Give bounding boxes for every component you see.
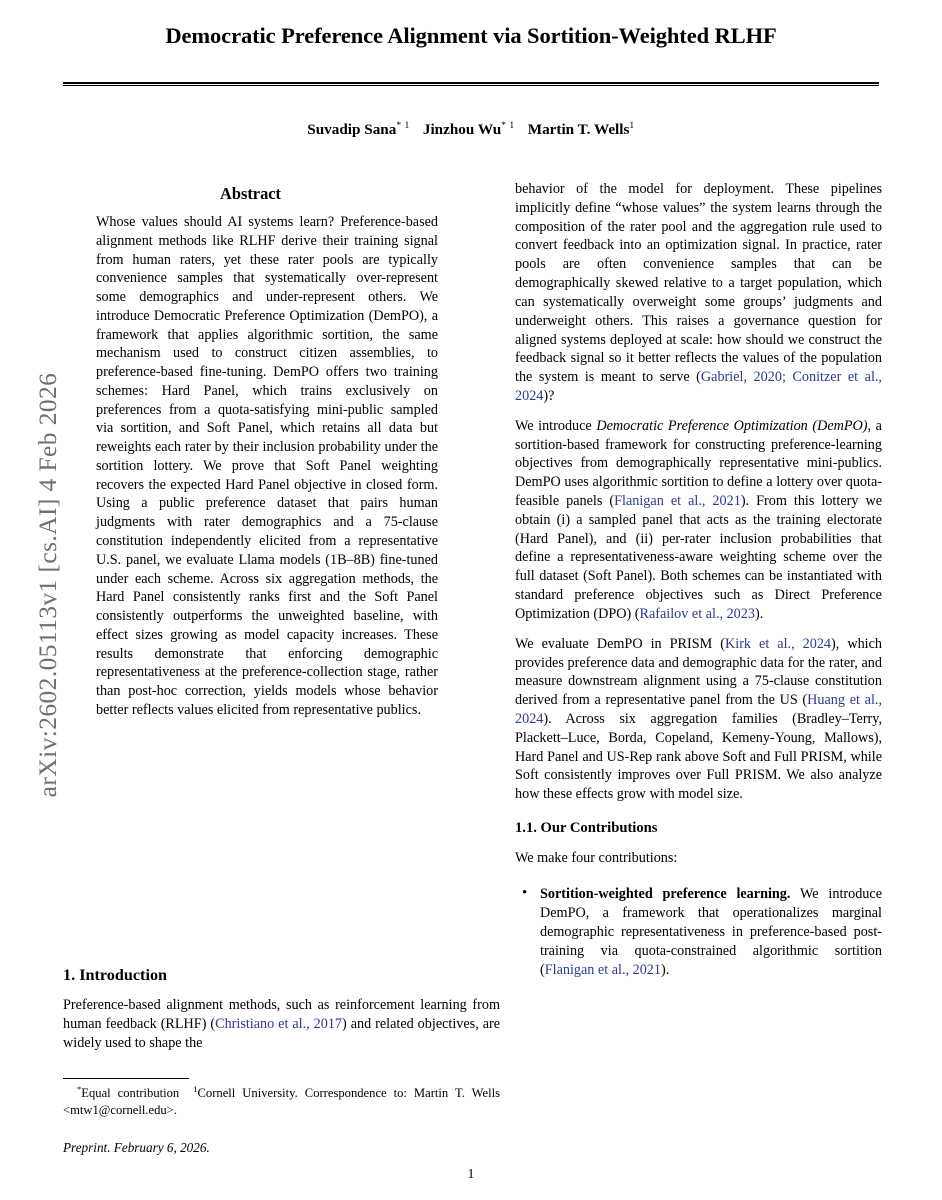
contribution-lead: Sortition-weighted preference learning. — [540, 886, 791, 903]
introduction-paragraph — [63, 996, 500, 1052]
footnote-equal: Equal contribution — [81, 1086, 180, 1101]
citation-huang[interactable]: Huang et al., 2024 — [515, 692, 882, 727]
author-marks: * 1 — [396, 120, 410, 131]
contributions-list — [515, 885, 882, 979]
rp3-a: We evaluate DemPO in PRISM ( — [515, 635, 725, 652]
subsection-heading-contributions: 1.1. Our Contributions — [515, 820, 658, 836]
rp2-italic-term: Democratic Preference Optimization (DemPO) — [596, 417, 868, 434]
right-column — [515, 180, 882, 989]
author-name: Suvadip Sana — [307, 121, 397, 139]
arxiv-stamp: arXiv:2602.05113v1 [cs.AI] 4 Feb 2026 — [33, 372, 62, 798]
rp1-end: )? — [543, 387, 555, 404]
citation-rafailov[interactable]: Rafailov et al., 2023 — [639, 605, 755, 622]
citation-gabriel[interactable]: Gabriel, 2020 — [700, 369, 782, 386]
citation-kirk[interactable]: Kirk et al., 2024 — [725, 635, 832, 652]
citation-conitzer[interactable]: Conitzer et al., 2024 — [515, 369, 882, 404]
author-entry — [528, 121, 635, 138]
contributions-intro: We make four contributions: — [515, 849, 678, 866]
preprint-line: Preprint. February 6, 2026. — [63, 1140, 210, 1155]
introduction-block — [63, 966, 500, 1053]
author-entry — [307, 121, 410, 138]
author-list — [63, 120, 879, 139]
abstract-heading: Abstract — [220, 184, 281, 203]
intro-text-b: ) and related objectives, are widely used to shape the — [63, 1016, 501, 1052]
citation-christiano[interactable]: Christiano et al., 2017 — [215, 1016, 343, 1033]
author-name: Jinzhou Wu — [422, 121, 502, 139]
citation-flanigan-2[interactable]: Flanigan et al., 2021 — [544, 961, 661, 978]
rp2-c: ). From this lottery we obtain (i) a sampled panel that acts as the training electorate (Hard Panel), and (ii) per-rater inclusion probabilities that define a representativeness-aware weighting scheme over the full dataset (Soft Panel). Both schemes can be instantiated with standard preference objectives such as Direct Preference Optimization (DPO) ( — [515, 493, 882, 622]
page-number: 1 — [467, 1166, 475, 1181]
footnote-affil: Cornell University. Correspondence to: Martin T. Wells <mtw1@cornell.edu>. — [63, 1086, 500, 1117]
page-title: Democratic Preference Alignment via Sortition-Weighted RLHF — [165, 23, 777, 48]
rp2-a: We introduce — [515, 417, 597, 434]
author-name: Martin T. Wells — [527, 121, 630, 139]
footnote-rule — [63, 1078, 189, 1079]
abstract-text: Whose values should AI systems learn? Preference-based alignment methods like RLHF derive their training signal from human raters, yet these rater pools are typically convenience samples that systematically over-represent some demographics and under-represent others. We introduce Democratic Preference Optimization (DemPO), a framework that applies algorithmic sortition, the same mechanism used to construct citizen assemblies, to preference-based fine-tuning. DemPO offers two training schemes: Hard Panel, which trains exclusively on preferences from a quota-satisfying mini-public sampled via sortition, and Soft Panel, which retains all data but reweights each rater by their inclusion probability under the sortition lottery. We prove that Soft Panel weighting recovers the expected Hard Panel objective in closed form. Using a public preference dataset that pairs human judgments with rater demographics and a 75-clause constitution independently elicited from a representative U.S. panel, we evaluate Llama models (1B–8B) fine-tuned under each scheme. Across six aggregation methods, the Hard Panel consistently ranks first and the Soft Panel consistently outperforms the unweighted baseline, with effect sizes growing as model capacity increases. These results demonstrate that enforcing demographic representativeness at the preference-collection stage, rather than post-hoc correction, yields models whose behavior better reflects values elicited from representative publics. — [96, 214, 438, 718]
author-marks: 1 — [629, 120, 635, 131]
intro-text-a: Preference-based alignment methods, such as reinforcement learning from human feedback (RLHF) ( — [63, 997, 500, 1033]
right-paragraph-3 — [515, 635, 882, 804]
footnote-block — [63, 1078, 500, 1118]
footnote-text — [63, 1084, 500, 1118]
rp3-b: ), which provides preference data and demographic data for the rater, and measure downstream alignment using a 75-clause constitution derived from a representative panel from the US ( — [515, 635, 882, 709]
list-item — [515, 885, 882, 979]
footnote-affil-sup: 1 — [193, 1084, 198, 1094]
rp2-b: , a sortition-based framework for constructing preference-learning objectives from demographically representative mini-publics. DemPO uses algorithmic sortition to define a lottery over quota-feasible panels ( — [515, 417, 882, 509]
section-heading-introduction: 1. Introduction — [63, 966, 168, 984]
citation-flanigan[interactable]: Flanigan et al., 2021 — [614, 493, 741, 509]
author-entry — [423, 121, 515, 138]
title-block — [63, 22, 879, 86]
title-rule — [63, 82, 879, 86]
citation-separator: ; — [781, 369, 793, 386]
author-marks: * 1 — [501, 120, 515, 131]
left-column — [63, 180, 438, 720]
right-paragraph-2 — [515, 417, 882, 624]
footnote-star: * — [77, 1084, 82, 1094]
contribution-text-b: ). — [660, 961, 670, 978]
contribution-text-a: We introduce DemPO, a framework that operationalizes marginal demographic representativeness in preference-based post-training via quota-constrained algorithmic sortition ( — [540, 886, 882, 978]
rp3-c: ). Across six aggregation families (Bradley–Terry, Plackett–Luce, Borda, Copeland, Kemeny-Young, Mallows), Hard Panel and US-Rep rank above Soft and Full PRISM, while Soft consistently improves over Full PRISM. We also analyze how these effects grow with model size. — [515, 710, 882, 803]
rp2-d: ). — [754, 605, 764, 622]
right-paragraph-1 — [515, 180, 882, 406]
rp1-text: behavior of the model for deployment. These pipelines implicitly define “whose values” the system learns through the composition of the rater pool and the aggregation rule used to convert feedback into an optimization signal. In practice, rater pools are often convenience samples that can be demographically skewed relative to a target population, which can systematically overweight some groups’ judgments and underweight others. This raises a governance question for aligned systems deployed at scale: how should we construct the feedback signal so it better reflects the values of the population the system is meant to serve ( — [515, 181, 882, 386]
